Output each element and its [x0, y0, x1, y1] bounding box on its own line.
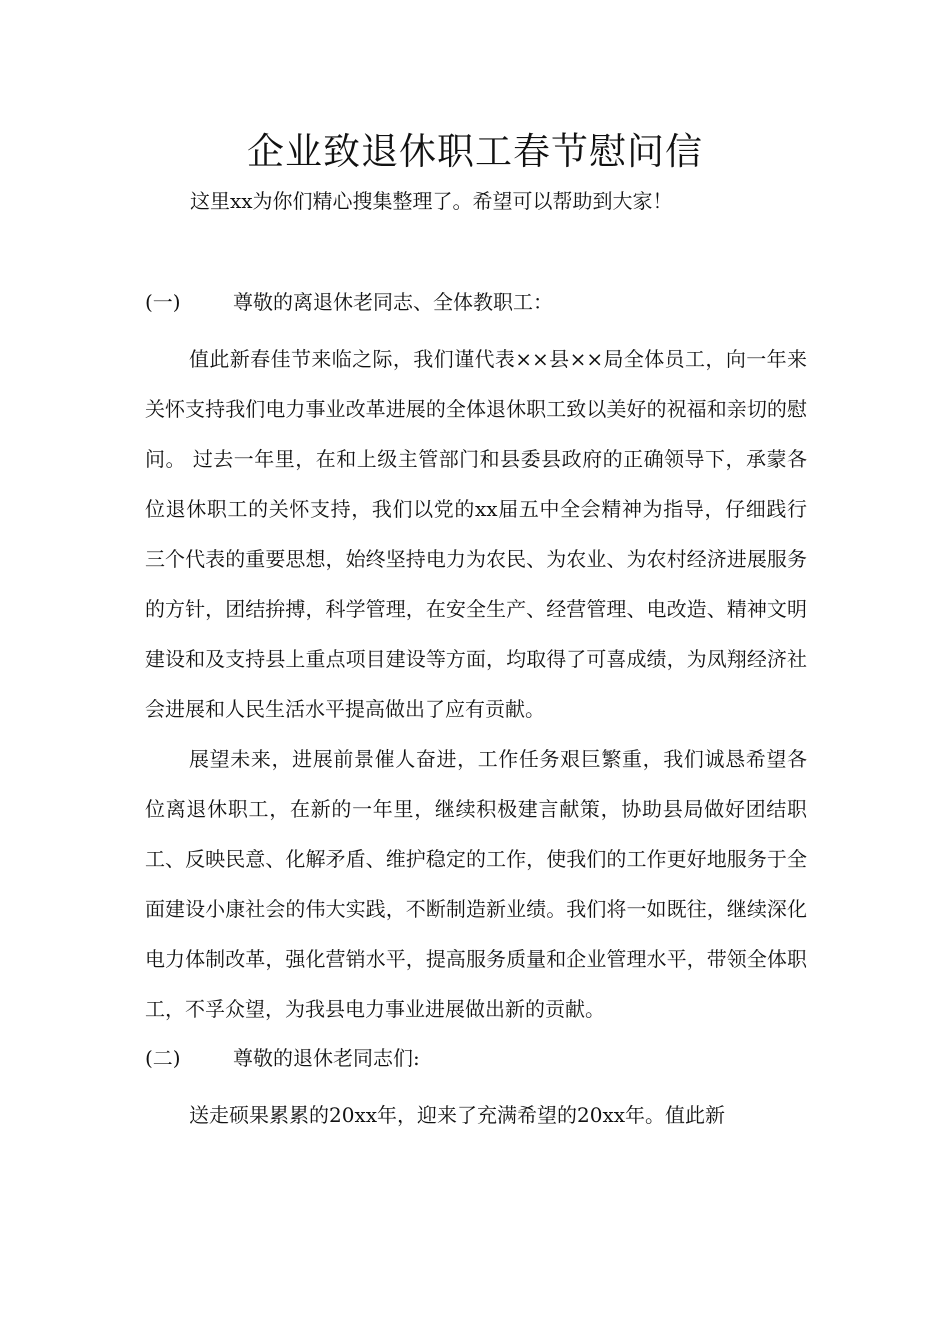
paragraph: 送走硕果累累的20xx年，迎来了充满希望的20xx年。值此新 [189, 1103, 726, 1127]
paragraph: 展望未来，进展前景催人奋进，工作任务艰巨繁重，我们诚恳希望各位离退休职工，在新的一年里，继续积极建言献策，协助县局做好团结职工、反映民意、化解矛盾、维护稳定的工作，使我们的工作更好地服务于全面建设小康社会的伟大实践，不断制造新业绩。我们将一如既往，继续深化电力体制改革，强化营销水平，提高服务质量和企业管理水平，带领全体职工，不孚众望，为我县电力事业进展做出新的贡献。 [145, 747, 807, 1021]
section-number: (一) [145, 290, 181, 314]
document-title: 企业致退休职工春节慰问信 [247, 130, 703, 173]
paragraph: 值此新春佳节来临之际，我们谨代表××县××局全体员工，向一年来关怀支持我们电力事业改革进展的全体退休职工致以美好的祝福和亲切的慰问。 过去一年里，在和上级主管部门和县委县政府的正确领导下，承蒙各位退休职工的关怀支持，我们以党的xx届五中全会精神为指导，仔细践行三个代表的重要思想，始终坚持电力为农民、为农业、为农村经济进展服务的方针，团结拚搏，科学管理，在安全生产、经营管理、电改造、精神文明建设和及支持县上重点项目建设等方面，均取得了可喜成绩，为凤翔经济社会进展和人民生活水平提高做出了应有贡献。 [145, 347, 807, 721]
section-heading [145, 284, 807, 320]
document-subtitle: 这里xx为你们精心搜集整理了。希望可以帮助到大家！ [190, 189, 673, 213]
section-salutation: 尊敬的离退休老同志、全体教职工： [233, 290, 553, 314]
letter-body [145, 284, 807, 1140]
section-number: (二) [145, 1046, 181, 1070]
section-salutation: 尊敬的退休老同志们: [233, 1046, 420, 1070]
section-heading [145, 1040, 807, 1076]
